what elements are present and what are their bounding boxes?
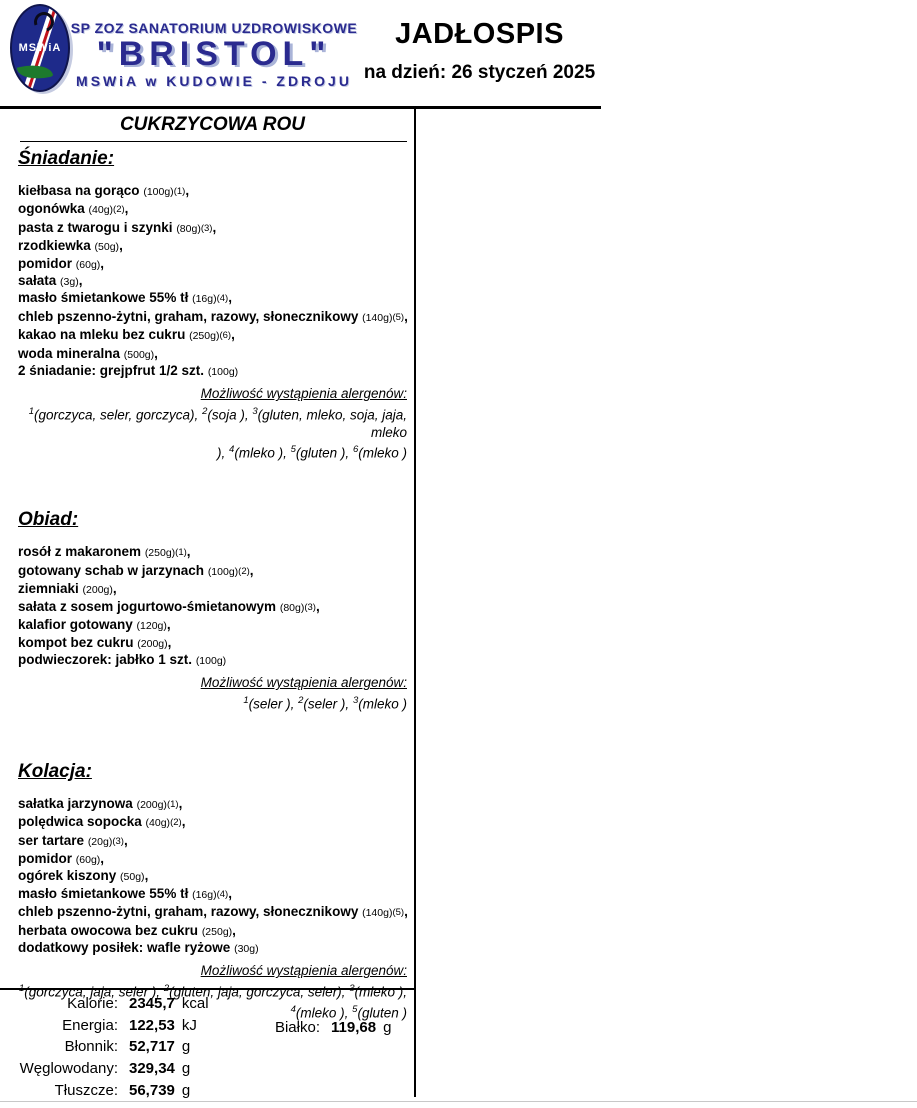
item-superscript: (5) (392, 311, 405, 323)
item-separator: , (404, 308, 408, 324)
item-portion: (30g) (234, 943, 259, 956)
nutrition-unit: kJ (181, 1016, 197, 1034)
item-portion: (50g) (94, 241, 120, 254)
allergen-superscript: 2 (298, 695, 304, 707)
item-portion: (40g) (88, 204, 114, 217)
item-superscript: (3) (304, 601, 316, 613)
item-name: 2 śniadanie: grejpfrut 1/2 szt. (18, 363, 205, 379)
organization-block (68, 20, 360, 89)
item-separator: , (144, 868, 149, 884)
allergen-superscript: 1 (243, 695, 249, 707)
item-name: sałatka jarzynowa (18, 795, 133, 811)
item-name: sałata z sosem jogurtowo-śmietanowym (18, 598, 277, 614)
nutrition-label: Energia: (62, 1016, 118, 1034)
item-name: pomidor (18, 851, 72, 867)
menu-item (18, 814, 407, 832)
item-separator: , (404, 904, 408, 920)
menu-item (18, 940, 407, 957)
item-portion: (80g) (176, 222, 201, 235)
diet-title: CUKRZYCOWA ROU (119, 114, 306, 135)
item-portion: (60g) (75, 854, 101, 867)
item-separator: , (178, 795, 183, 811)
menu-item (18, 581, 407, 598)
menu-item (18, 327, 407, 345)
nutrition-unit: g (383, 1019, 392, 1036)
item-separator: , (232, 922, 236, 938)
organization-line2: MSWiA w KUDOWIE - ZDROJU (76, 73, 352, 89)
nutrition-value: 52,717 (129, 1038, 175, 1056)
item-separator: , (123, 832, 128, 848)
item-portion: (140g) (362, 311, 393, 324)
item-portion: (50g) (120, 871, 145, 884)
meal-section (18, 509, 407, 712)
menu-item (18, 652, 407, 669)
item-name: rosół z makaronem (18, 544, 142, 560)
allergen-superscript: 2 (163, 983, 170, 995)
item-separator: , (166, 617, 171, 633)
meal-sections (18, 148, 407, 1021)
menu-item (18, 273, 407, 290)
item-name: polędwica sopocka (18, 814, 146, 830)
menu-item (18, 617, 407, 634)
item-superscript: (2) (113, 204, 125, 216)
item-name: woda mineralna (18, 345, 121, 361)
menu-item (18, 833, 407, 851)
column-divider (414, 109, 416, 1097)
document-date: na dzień: 26 styczeń 2025 (363, 62, 596, 83)
item-portion: (100g) (143, 186, 174, 198)
header-divider (0, 106, 601, 109)
nutrition-value: 56,739 (129, 1081, 175, 1099)
nutrition-summary (0, 988, 415, 1103)
item-portion: (60g) (75, 258, 101, 271)
item-portion: (200g) (82, 584, 113, 597)
item-name: sałata (18, 273, 57, 289)
item-name: kalafior gotowany (18, 617, 133, 633)
item-separator: , (315, 598, 320, 614)
item-separator: , (249, 562, 254, 578)
menu-item (18, 563, 407, 581)
nutrition-rows (0, 995, 415, 1103)
item-portion: (3g) (60, 276, 79, 289)
item-portion: (250g) (201, 925, 233, 938)
item-portion: (200g) (136, 798, 167, 811)
item-separator: , (119, 238, 123, 254)
item-portion: (120g) (136, 620, 167, 633)
item-superscript: (3) (112, 835, 124, 847)
item-superscript: (1) (166, 798, 179, 810)
item-name: dodatkowy posiłek: wafle ryżowe (18, 940, 231, 956)
nutrition-label: Tłuszcze: (54, 1081, 118, 1099)
allergen-line: $^1$(gorczyca, jaja, seler ), $^2$(gluten, jaja, gorczyca, seler), $^3$(mleko ), (18, 983, 407, 1000)
item-separator: , (124, 201, 129, 217)
allergen-superscript: 1 (28, 406, 34, 418)
menu-item (18, 904, 407, 922)
item-separator: , (228, 885, 232, 901)
menu-item (18, 183, 407, 201)
allergen-superscript: 4 (290, 1003, 296, 1015)
nutrition-value: 122,53 (129, 1016, 175, 1034)
menu-item (18, 363, 407, 380)
item-name: chleb pszenno-żytni, graham, razowy, słonecznikowy (18, 904, 359, 920)
nutrition-row-protein (252, 1019, 391, 1036)
item-separator: , (228, 290, 232, 306)
nutrition-row (0, 1060, 415, 1082)
nutrition-value: 119,68 (331, 1019, 377, 1036)
item-separator: , (212, 219, 217, 235)
item-name: rzodkiewka (18, 238, 91, 254)
item-name: gotowany schab w jarzynach (18, 562, 205, 578)
item-name: pomidor (18, 255, 72, 271)
item-name: masło śmietankowe 55% tł (18, 290, 189, 306)
menu-item (18, 886, 407, 904)
allergen-heading: Możliwość wystąpienia alergenów: (200, 386, 407, 402)
item-separator: , (100, 255, 105, 271)
item-name: podwieczorek: jabłko 1 szt. (18, 651, 193, 667)
allergen-superscript: 6 (352, 443, 359, 455)
item-separator: , (186, 544, 191, 560)
nutrition-label: Kalorie: (67, 995, 118, 1012)
menu-item (18, 544, 407, 562)
nutrition-row (0, 1082, 415, 1104)
item-name: masło śmietankowe 55% tł (18, 885, 189, 901)
item-name: ogonówka (18, 201, 85, 217)
menu-item (18, 309, 407, 327)
item-portion: (100g) (207, 565, 239, 578)
item-name: kompot bez cukru (18, 634, 134, 650)
menu-item (18, 256, 407, 273)
item-separator: , (100, 851, 105, 867)
allergen-superscript: 5 (352, 1003, 358, 1015)
item-name: pasta z twarogu i szynki (18, 219, 173, 235)
menu-item (18, 635, 407, 652)
menu-item (18, 346, 407, 363)
item-superscript: (5) (392, 907, 405, 919)
allergen-line: $^1$(seler ), $^2$(seler ), $^3$(mleko ) (243, 695, 407, 712)
diet-title-divider (20, 141, 407, 142)
item-superscript: (6) (219, 330, 232, 342)
allergen-superscript: 4 (229, 443, 235, 455)
menu-item (18, 238, 407, 255)
item-portion: (140g) (362, 907, 393, 920)
item-name: kakao na mleku bez cukru (18, 327, 186, 343)
mswia-logo (10, 4, 70, 92)
organization-name: "BRISTOL" (96, 35, 332, 73)
nutrition-label: Białko: (274, 1019, 320, 1036)
allergen-line: ), $^4$(mleko ), $^5$(gluten ), $^6$(mleko ) (217, 443, 407, 461)
item-portion: (100g) (195, 654, 227, 667)
item-superscript: (1) (173, 186, 186, 197)
nutrition-label: Węglowodany: (19, 1060, 118, 1078)
allergen-heading: Możliwość wystąpienia alergenów: (200, 675, 407, 691)
item-superscript: (2) (170, 817, 182, 829)
item-separator: , (78, 273, 83, 289)
item-portion: (16g) (192, 888, 217, 901)
item-superscript: (4) (216, 293, 229, 305)
menu-column (18, 110, 407, 1069)
menu-item (18, 220, 407, 238)
nutrition-unit: kcal (181, 995, 209, 1012)
meal-section-heading: Obiad: (18, 509, 79, 531)
nutrition-value: 2345,7 (129, 995, 175, 1012)
item-separator: , (167, 634, 172, 650)
allergen-block (18, 385, 407, 461)
allergen-block (18, 674, 407, 713)
item-name: herbata owocowa bez cukru (18, 922, 199, 938)
item-separator: , (231, 327, 235, 343)
menu-item (18, 923, 407, 940)
organization-line1: SP ZOZ SANATORIUM UZDROWISKOWE (70, 20, 358, 36)
nutrition-unit: g (181, 1081, 191, 1099)
item-superscript: (1) (175, 547, 187, 559)
item-separator: , (112, 581, 117, 597)
item-portion: (500g) (123, 348, 155, 361)
allergen-superscript: 3 (349, 983, 355, 995)
meal-section (18, 148, 407, 461)
item-name: kiełbasa na gorąco (18, 183, 140, 198)
item-portion: (250g) (144, 547, 176, 560)
menu-item (18, 290, 407, 308)
logo-text: MSWiA (18, 42, 62, 54)
allergen-line: $^4$(mleko ), $^5$(gluten ) (290, 1003, 407, 1021)
meal-section-heading: Kolacja: (18, 760, 92, 782)
allergen-heading: Możliwość wystąpienia alergenów: (200, 963, 407, 979)
document-title-block (362, 18, 597, 84)
nutrition-unit: g (181, 1060, 191, 1078)
item-superscript: (4) (216, 888, 229, 900)
meal-section-heading: Śniadanie: (18, 148, 115, 169)
item-separator: , (154, 345, 158, 361)
item-separator: , (181, 814, 186, 830)
allergen-superscript: 2 (202, 406, 208, 418)
item-portion: (200g) (137, 637, 168, 650)
document-title: JADŁOSPIS (395, 18, 564, 50)
item-superscript: (2) (238, 565, 250, 577)
item-name: ziemniaki (18, 581, 83, 597)
item-portion: (16g) (192, 293, 217, 306)
menu-item (18, 599, 407, 617)
nutrition-row (0, 995, 415, 1017)
meal-section (18, 761, 407, 1022)
menu-item (18, 796, 407, 814)
item-name: ser tartare (18, 832, 85, 848)
item-superscript: (3) (200, 222, 213, 234)
nutrition-value: 329,34 (129, 1060, 175, 1078)
item-portion: (80g) (279, 601, 305, 614)
menu-item (18, 868, 407, 885)
allergen-line: $^1$(gorczyca, seler, gorczyca), $^2$(soja ), $^3$(gluten, mleko, soja, jaja, mleko (28, 406, 407, 440)
allergen-superscript: 1 (18, 983, 25, 995)
item-portion: (40g) (145, 817, 171, 830)
item-separator: , (185, 183, 190, 198)
nutrition-label: Błonnik: (64, 1038, 118, 1056)
nutrition-unit: g (181, 1038, 191, 1056)
item-name: chleb pszenno-żytni, graham, razowy, słonecznikowy (18, 308, 359, 324)
menu-item (18, 851, 407, 868)
menu-item (18, 201, 407, 219)
item-portion: (250g) (189, 330, 220, 343)
item-name: ogórek kiszony (18, 868, 117, 884)
nutrition-row (0, 1038, 415, 1060)
allergen-superscript: 5 (290, 443, 296, 455)
allergen-superscript: 3 (352, 695, 359, 707)
item-portion: (100g) (207, 366, 239, 379)
allergen-superscript: 3 (252, 406, 258, 418)
item-portion: (20g) (87, 835, 113, 848)
